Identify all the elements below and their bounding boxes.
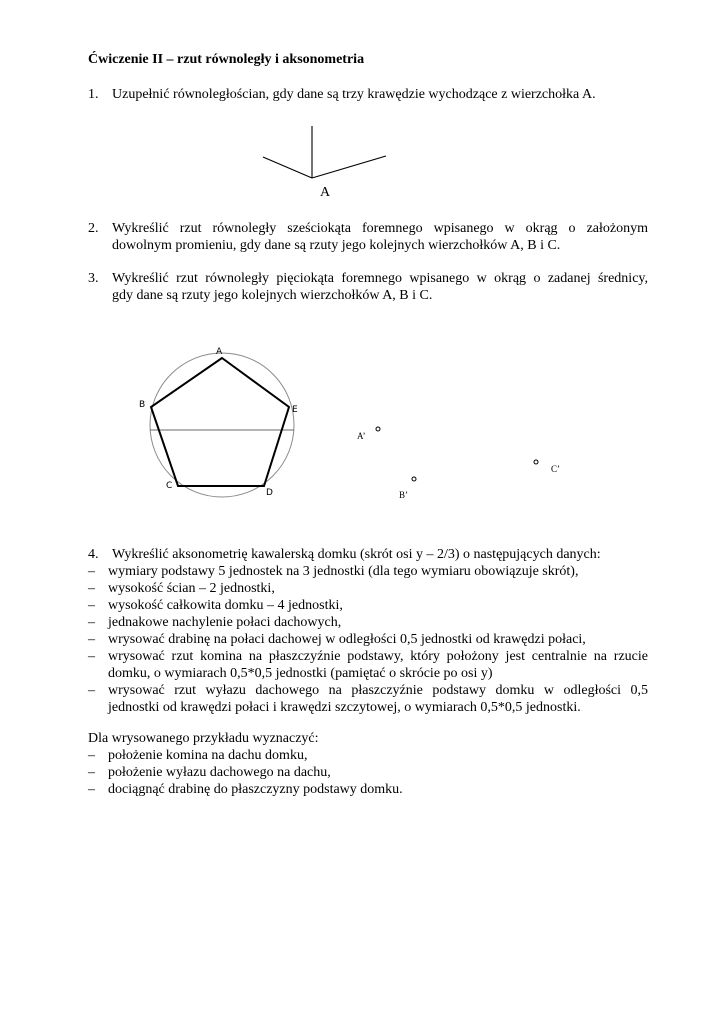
list-item [88, 614, 648, 631]
projection-label-B: B’ [399, 490, 408, 500]
exercise-4 [88, 546, 648, 563]
exercise-4-text: Wykreślić aksonometrię kawalerską domku (skrót osi y – 2/3) o następujących danych: [112, 547, 601, 562]
list-item [88, 648, 648, 682]
point-A-prime [376, 427, 380, 431]
pentagon [151, 358, 289, 486]
projection-label-A: A’ [357, 431, 366, 441]
exercise-2-line1: Wykreślić rzut równoległy sześciokąta foremnego wpisanego w okrąg o założonym [112, 221, 648, 236]
list-item-text: położenie wyłazu dachowego na dachu, [108, 765, 331, 780]
exercise-3-line1: Wykreślić rzut równoległy pięciokąta foremnego wpisanego w okrąg o zadanej średnicy, [112, 271, 648, 286]
pentagon-label-E: E [292, 405, 298, 415]
bullet-dash: – [88, 649, 95, 664]
exercise-2-number: 2. [88, 221, 99, 236]
closing-intro: Dla wrysowanego przykładu wyznaczyć: [88, 731, 319, 746]
list-item-text-continued: jednostki od krawędzi połaci i krawędzi szczytowej, o wymiarach 0,5*0,5 jednostki. [108, 700, 581, 715]
list-item-text: położenie komina na dachu domku, [108, 748, 308, 763]
point-B-prime [412, 477, 416, 481]
list-item [88, 764, 648, 781]
bullet-dash: – [88, 598, 95, 613]
exercise-1-text: Uzupełnić równoległościan, gdy dane są trzy krawędzie wychodzące z wierzchołka A. [112, 87, 596, 102]
list-item-text-continued: domku, o wymiarach 0,5*0,5 jednostki (pamiętać o skrócie po osi y) [108, 666, 493, 681]
exercise-3-number: 3. [88, 271, 99, 286]
vertex-label-A: A [320, 185, 331, 200]
edge-right [312, 156, 386, 178]
list-item-text: wymiary podstawy 5 jednostek na 3 jednostki (dla tego wymiaru obowiązuje skrót), [108, 564, 579, 579]
edge-left [263, 157, 312, 178]
bullet-dash: – [88, 748, 95, 763]
bullet-dash: – [88, 581, 95, 596]
list-item-text: wrysować drabinę na połaci dachowej w odległości 0,5 jednostki od krawędzi połaci, [108, 632, 586, 647]
list-item-text: dociągnąć drabinę do płaszczyzny podstawy domku. [108, 782, 403, 797]
pentagon-label-D: D [266, 488, 273, 498]
parallelepiped-edges-figure [263, 126, 386, 178]
projection-label-C: C’ [551, 464, 560, 474]
bullet-dash: – [88, 632, 95, 647]
exercise-3-line2: gdy dane są rzuty jego kolejnych wierzchołków A, B i C. [112, 288, 433, 303]
bullet-dash: – [88, 564, 95, 579]
exercise-4-bullet-list [88, 563, 648, 716]
list-item [88, 747, 648, 764]
list-item-text: wrysować rzut komina na płaszczyźnie podstawy, który położony jest centralnie na rzucie [108, 649, 648, 664]
bullet-dash: – [88, 683, 95, 698]
pentagon-figure [150, 353, 294, 497]
list-item [88, 682, 648, 716]
point-C-prime [534, 460, 538, 464]
circumscribed-circle [150, 353, 294, 497]
exercise-1-number: 1. [88, 87, 99, 102]
pentagon-label-C: C [166, 481, 173, 491]
list-item-text: wrysować rzut wyłazu dachowego na płaszczyźnie podstawy domku w odległości 0,5 [108, 683, 648, 698]
list-item [88, 580, 648, 597]
exercise-2-line2: dowolnym promieniu, gdy dane są rzuty jego kolejnych wierzchołków A, B i C. [112, 238, 561, 253]
list-item-text: jednakowe nachylenie połaci dachowych, [108, 615, 342, 630]
projected-points [376, 427, 538, 481]
list-item [88, 563, 648, 580]
list-item-text: wysokość ścian – 2 jednostki, [108, 581, 275, 596]
pentagon-label-A: A [216, 347, 223, 357]
list-item-text: wysokość całkowita domku – 4 jednostki, [108, 598, 343, 613]
bullet-dash: – [88, 782, 95, 797]
pentagon-label-B: B [139, 400, 146, 410]
exercise-4-number: 4. [88, 547, 99, 562]
page-title: Ćwiczenie II – rzut równoległy i aksonometria [88, 52, 365, 67]
list-item [88, 597, 648, 614]
list-item [88, 631, 648, 648]
closing-section [88, 730, 648, 798]
list-item [88, 781, 648, 798]
bullet-dash: – [88, 765, 95, 780]
bullet-dash: – [88, 615, 95, 630]
